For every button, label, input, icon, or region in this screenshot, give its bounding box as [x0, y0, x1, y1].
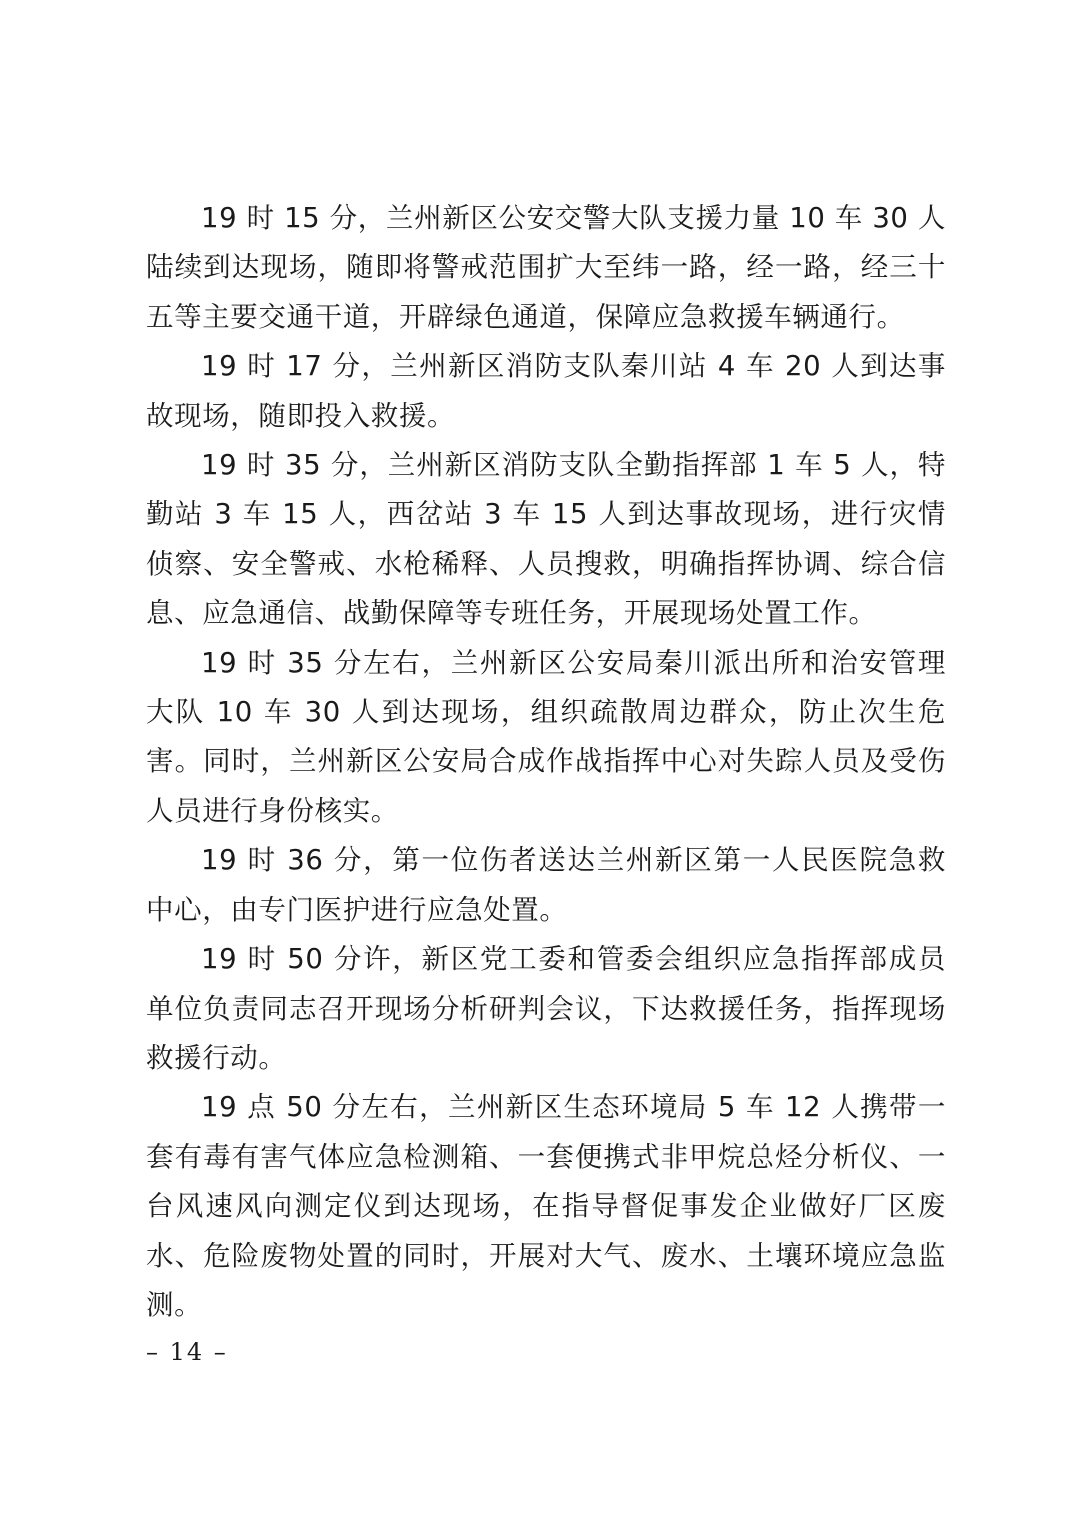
paragraph-6: 19 时 50 分许，新区党工委和管委会组织应急指挥部成员单位负责同志召开现场分析研判会议，下达救援任务，指挥现场救援行动。 — [146, 943, 946, 1074]
paragraph-7: 19 点 50 分左右，兰州新区生态环境局 5 车 12 人携带一套有毒有害气体应急检测箱、一套便携式非甲烷总烃分析仪、一台风速风向测定仪到达现场，在指导督促事发企业做好厂区废水、危险废物处置的同时，开展对大气、废水、土壤环境应急监测。 — [146, 1091, 946, 1321]
paragraph-1: 19 时 15 分，兰州新区公安交警大队支援力量 10 车 30 人陆续到达现场，随即将警戒范围扩大至纬一路，经一路，经三十五等主要交通干道，开辟绿色通道，保障应急救援车辆通行。 — [146, 202, 946, 333]
document-body — [146, 194, 946, 1330]
paragraph-5: 19 时 36 分，第一位伤者送达兰州新区第一人民医院急救中心，由专门医护进行应急处置。 — [146, 844, 946, 926]
paragraph-3: 19 时 35 分，兰州新区消防支队全勤指挥部 1 车 5 人，特勤站 3 车 15 人，西岔站 3 车 15 人到达事故现场，进行灾情侦察、安全警戒、水枪稀释、人员搜救，明确指挥协调、综合信息、应急通信、战勤保障等专班任务，开展现场处置工作。 — [146, 449, 946, 630]
paragraph-4: 19 时 35 分左右，兰州新区公安局秦川派出所和治安管理大队 10 车 30 人到达现场，组织疏散周边群众，防止次生危害。同时，兰州新区公安局合成作战指挥中心对失踪人员及受伤人员进行身份核实。 — [146, 646, 946, 827]
paragraph-2: 19 时 17 分，兰州新区消防支队秦川站 4 车 20 人到达事故现场，随即投入救援。 — [146, 350, 946, 432]
page-number: – 14 – — [146, 1338, 228, 1366]
